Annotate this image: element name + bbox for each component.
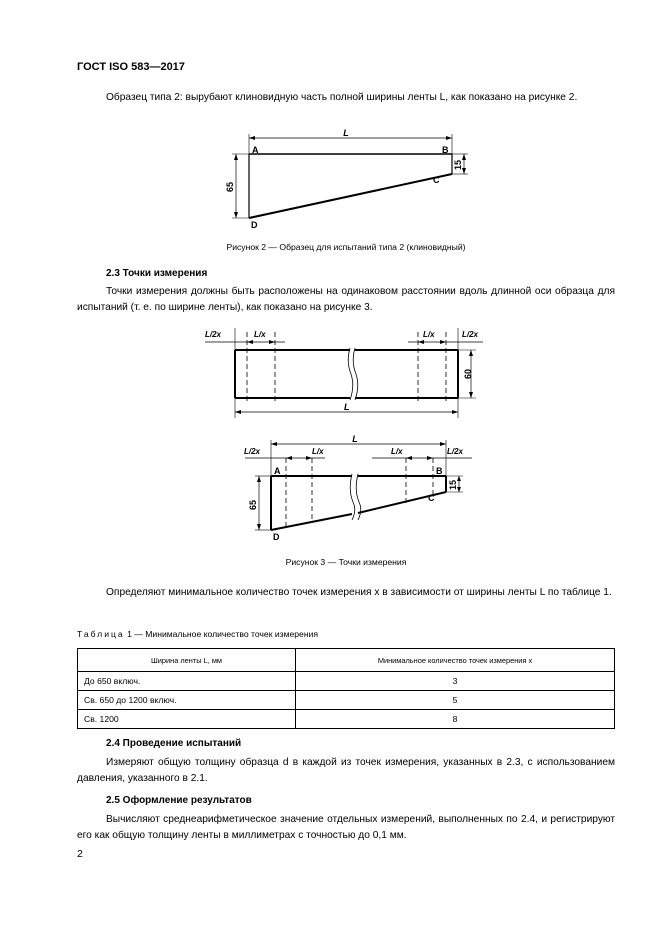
table-cell-width: Св. 1200 [78,710,296,729]
paragraph-text: Точки измерения должны быть расположены на одинаковом расстоянии вдоль длинной оси образца для испытаний (т. е. по ширине ленты), как показано на рисунке 3. [77,286,615,313]
fig2-label-D: D [251,220,258,230]
fig3-bottom-label-B: B [436,466,443,476]
section-2-3-text [77,284,615,315]
table-header-points: Минимальное количество точек измерения x [296,649,615,672]
fig2-dim-65: 65 [225,181,235,192]
fig3-top-l2x-left: L/2x [205,330,222,339]
table-cell-width: До 650 включ. [78,672,296,691]
table-header-row [78,649,615,672]
fig2-dim-15: 15 [453,159,463,170]
section-2-4-text [77,755,615,786]
table-1-caption [77,629,318,639]
fig2-label-L: L [343,128,349,138]
table-caption-word: Таблица [77,629,125,639]
table-cell-width: Св. 650 до 1200 включ. [78,691,296,710]
figure-2-caption: Рисунок 2 — Образец для испытаний типа 2 (клиновидный) [226,242,466,252]
figure-3-caption: Рисунок 3 — Точки измерения [285,557,407,567]
fig2-label-B: B [442,145,449,155]
fig3-bottom-l2x-left: L/2x [244,447,261,456]
section-2-4-title: 2.4 Проведение испытаний [106,738,242,749]
fig3-bottom-lx-right: L/x [391,447,403,456]
fig3-bottom-label-A: A [274,466,281,476]
paragraph-text: Определяют минимальное количество точек измерения x в зависимости от ширины ленты L по таблице 1. [106,587,612,598]
table-header-width: Ширина ленты L, мм [78,649,296,672]
figure-3-bottom-wedge [240,430,485,542]
fig3-top-l2x-right: L/2x [462,330,479,339]
page-number: 2 [77,848,83,860]
paragraph-determine-points [77,585,615,601]
section-2-5-title: 2.5 Оформление результатов [106,795,252,806]
figure-3-top-strip [200,322,490,424]
fig3-top-lx-right: L/x [423,330,435,339]
document-header: ГОСТ ISO 583—2017 [77,61,185,73]
table-cell-points: 5 [296,691,615,710]
fig3-bottom-dim-15: 15 [448,479,458,490]
table-cell-points: 8 [296,710,615,729]
paragraph-text: Образец типа 2: вырубают клиновидную часть полной ширины ленты L, как показано на рисунке 2. [106,92,578,103]
section-2-3-title: 2.3 Точки измерения [106,268,208,279]
fig3-bottom-dim-65: 65 [248,499,258,510]
fig2-label-C: C [433,175,440,185]
fig3-bottom-label-L: L [352,434,358,444]
fig3-bottom-lx-left: L/x [312,447,324,456]
fig3-top-dim-60: 60 [463,368,473,379]
fig3-bottom-l2x-right: L/2x [447,447,464,456]
paragraph-text: Вычисляют среднеарифметическое значение отдельных измерений, выполненных по 2.4, и регистрируют его как общую толщину ленты в миллиметрах с точностью до 0,1 мм. [77,814,615,841]
table-row [78,672,615,691]
table-row [78,691,615,710]
fig3-bottom-label-D: D [273,532,280,542]
table-cell-points: 3 [296,672,615,691]
table-1 [77,648,615,729]
table-caption-text: 1 — Минимальное количество точек измерения [124,629,319,639]
table-row [78,710,615,729]
paragraph-sample-type-2 [77,90,615,106]
figure-2-wedge-sample [220,126,470,236]
section-2-5-text [77,812,615,843]
paragraph-text: Измеряют общую толщину образца d в каждой из точек измерения, указанных в 2.3, с использованием давления, указанного в 2.1. [77,757,615,784]
fig2-label-A: A [252,145,259,155]
fig3-top-label-L: L [344,402,350,412]
fig3-top-lx-left: L/x [254,330,266,339]
fig3-bottom-label-C: C [428,493,435,503]
